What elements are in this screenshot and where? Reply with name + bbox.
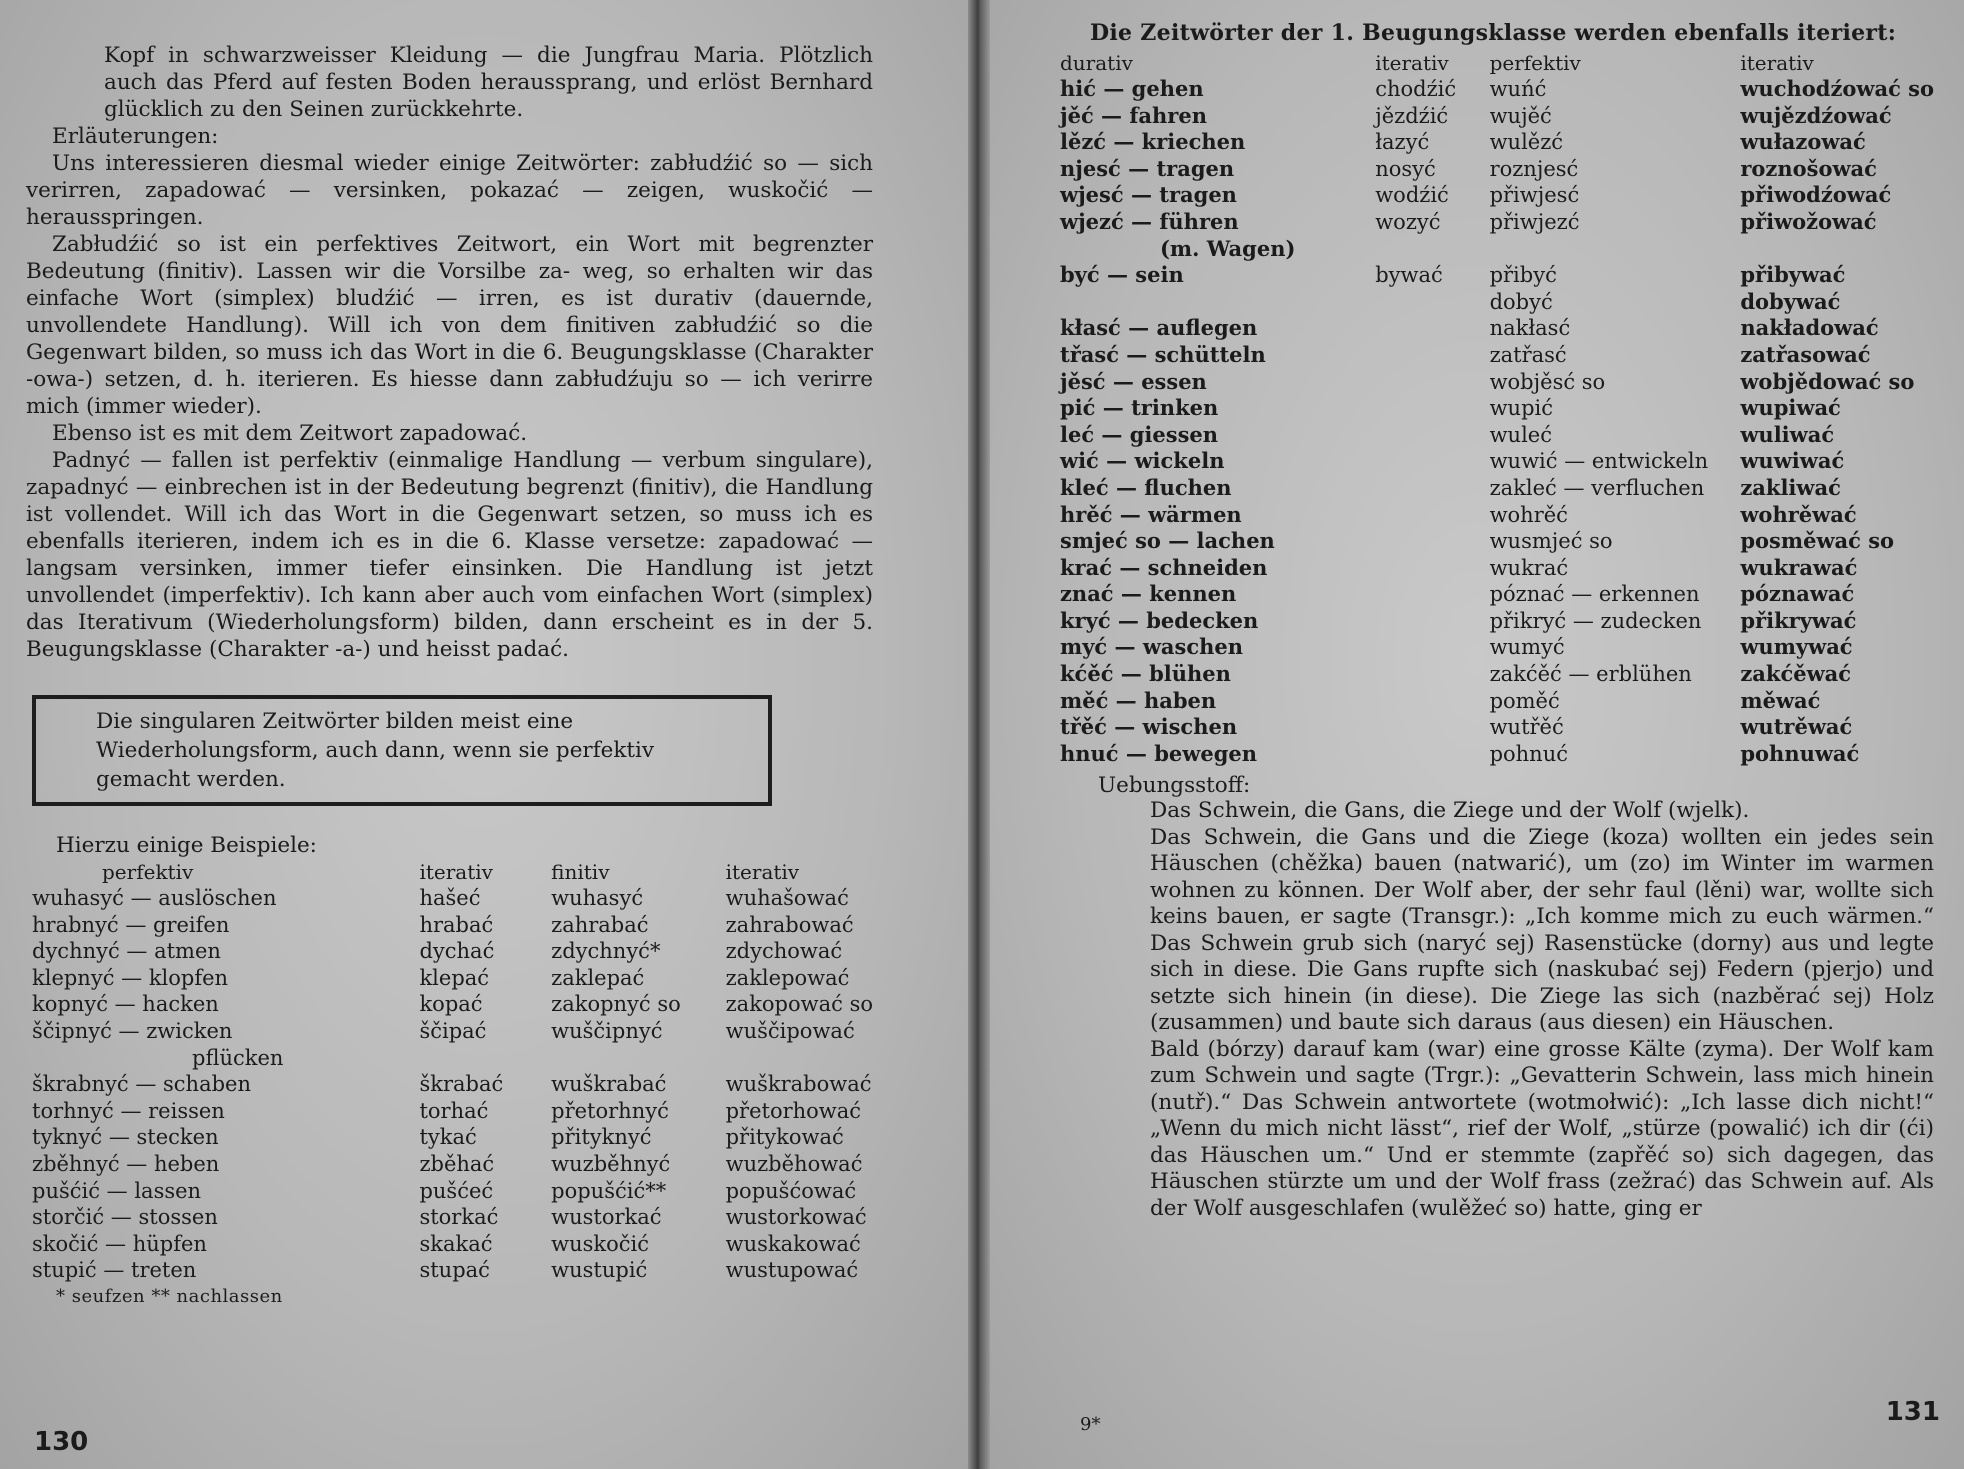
footnote: * seufzen ** nachlassen bbox=[56, 1285, 283, 1307]
cell: zakćěć — erblühen bbox=[1489, 662, 1692, 687]
story-title: Das Schwein, die Gans, die Ziege und der Wolf (wjelk). bbox=[1150, 798, 1750, 824]
cell: přikrywać bbox=[1740, 607, 1857, 633]
header-iterativ-2: iterativ bbox=[725, 860, 800, 884]
cell: nosyć bbox=[1375, 156, 1436, 181]
cell: přityknyć bbox=[551, 1125, 652, 1150]
cell: wuńć bbox=[1489, 77, 1547, 101]
cell: torhnyć — reissen bbox=[32, 1098, 225, 1123]
cell: přiwjesć bbox=[1489, 183, 1580, 208]
cell: jězdźić bbox=[1375, 103, 1449, 128]
table-row bbox=[1060, 395, 1934, 422]
cell: škrabnyć — schaben bbox=[32, 1072, 251, 1097]
cell: być — sein bbox=[1060, 262, 1184, 288]
header-perfektiv: perfektiv bbox=[1489, 51, 1581, 75]
cell: wukrawać bbox=[1740, 554, 1858, 580]
cell: hnuć — bewegen bbox=[1060, 740, 1258, 766]
left-prose bbox=[26, 42, 873, 663]
table-row bbox=[1060, 103, 1934, 130]
cell: wustupić bbox=[551, 1258, 648, 1283]
cell bbox=[1375, 236, 1489, 263]
cell: wobjěsć so bbox=[1489, 369, 1606, 394]
intro-paragraph: Kopf in schwarzweisser Kleidung — die Jungfrau Maria. Plötzlich auch das Pferd auf festen Boden heraussprang, und erlöst Bernhard glücklich zu den Seinen zurückkehrte. bbox=[104, 43, 873, 122]
cell: wuwić — entwickeln bbox=[1489, 449, 1709, 474]
cell: chodźić bbox=[1375, 77, 1457, 101]
table-row bbox=[1060, 608, 1934, 635]
cell: krać — schneiden bbox=[1060, 554, 1268, 580]
cell: přibyć bbox=[1489, 263, 1557, 288]
cell: třěć — wischen bbox=[1060, 714, 1238, 740]
cell bbox=[1375, 369, 1489, 396]
cell: pflücken bbox=[192, 1045, 284, 1070]
cell: měwać bbox=[1740, 687, 1821, 713]
paragraph-1: Uns interessieren diesmal wieder einige Zeitwörter: zabłudźić so — sich verirren, zapadować — versinken, pokazać — zeigen, wuskočić — herausspringen. bbox=[26, 151, 873, 230]
cell bbox=[1490, 236, 1741, 263]
table-row bbox=[32, 938, 873, 965]
header-perfektiv: perfektiv bbox=[102, 860, 194, 884]
cell: kleć — fluchen bbox=[1060, 474, 1232, 500]
cell: zakćěwać bbox=[1740, 661, 1852, 687]
table-row bbox=[1060, 714, 1934, 741]
cell: wuwiwać bbox=[1740, 448, 1845, 474]
story-paragraph-2: Bald (bórzy) darauf kam (war) eine grosse Kälte (zyma). Der Wolf kam zum Schwein und sagte (Trgr.): „Gevatterin Schwein, lass mich hinein (nutř).“ Das Schwein antwortete (wotmołwić): „Ich lasse dich nicht!“ „Wenn du mich nicht lässt“, rief der Wolf, „stürze (powalić) ich dir (ći) das Häuschen um.“ Und er stemmte (zapřěć so) sich dagegen, das Häuschen stürzte um und der Wolf frass (zežrać) das Schwein auf. Als der Wolf ausgeschlafen (wulěžeć so) hatte, ging er bbox=[1150, 1036, 1934, 1221]
rule-box: Die singularen Zeitwörter bilden meist eine Wiederholungsform, auch dann, wenn sie perfektiv gemacht werden. bbox=[32, 695, 772, 806]
table-row bbox=[1060, 262, 1934, 289]
paragraph-2: Zabłudźić so ist ein perfektives Zeitwort, ein Wort mit begrenzter Bedeutung (finitiv). Lassen wir die Vorsilbe za- weg, so erhalten wir das einfache Wort (simplex) bludźić — irren, es ist durativ (dauernde, unvollendete Handlung). Will ich von dem finitiven zabłudźić so die Gegenwart bilden, so muss ich das Wort in die 6. Beugungsklasse (Charakter -owa-) setzen, d. h. iterieren. Es hiesse dann zabłudźuju so — ich verirre mich (immer wieder). bbox=[26, 232, 873, 419]
cell bbox=[1375, 448, 1489, 475]
cell: wumywać bbox=[1740, 634, 1853, 660]
cell: jěsć — essen bbox=[1060, 368, 1207, 394]
left-verb-table bbox=[32, 859, 873, 1284]
cell: stupić — treten bbox=[32, 1258, 197, 1283]
table-row bbox=[1060, 688, 1934, 715]
table-row bbox=[1060, 182, 1934, 209]
paragraph-3: Ebenso ist es mit dem Zeitwort zapadować. bbox=[52, 421, 528, 446]
right-verb-table bbox=[1060, 50, 1934, 767]
cell bbox=[1375, 661, 1489, 688]
table-row bbox=[32, 1151, 873, 1178]
cell: wustupować bbox=[725, 1258, 859, 1283]
cell bbox=[1375, 714, 1489, 741]
examples-heading: Hierzu einige Beispiele: bbox=[56, 833, 317, 858]
cell: skakać bbox=[419, 1231, 493, 1256]
page-number-right: 131 bbox=[1885, 1397, 1940, 1427]
cell: popušćić** bbox=[551, 1178, 667, 1203]
cell bbox=[1375, 342, 1489, 369]
left-table-header bbox=[32, 859, 873, 885]
table-row bbox=[32, 1045, 873, 1072]
cell: přiwjezć bbox=[1489, 209, 1580, 234]
table-row bbox=[32, 1178, 873, 1205]
cell: přiwodźować bbox=[1740, 182, 1892, 208]
cell: wuščipować bbox=[725, 1018, 855, 1043]
cell: wuchodźować so bbox=[1740, 76, 1934, 101]
cell: kopać bbox=[419, 992, 483, 1017]
cell: skočić — hüpfen bbox=[32, 1231, 207, 1256]
table-row bbox=[1060, 741, 1934, 768]
cell: póznać — erkennen bbox=[1489, 582, 1700, 607]
right-page bbox=[990, 0, 1964, 1469]
cell: zakopnyć so bbox=[551, 992, 681, 1017]
cell: zakliwać bbox=[1740, 474, 1841, 500]
header-durativ: durativ bbox=[1060, 51, 1133, 75]
paragraph-4: Padnyć — fallen ist perfektiv (einmalige Handlung — verbum singulare), zapadnyć — einbrechen ist in der Bedeutung begrenzt (finitiv), die Handlung ist vollendet. Will ich das Wort in die Gegenwart setzen, so muss ich es ebenfalls iterieren, indem ich es in die 6. Klasse versetze: zapadować — langsam versinken, immer tiefer einsinken. Die Handlung ist jetzt unvollendet (imperfektiv). Ich kann aber auch vom einfachen Wort (simplex) das Iterativum (Wiederholungsform) bilden, dann erscheint es in der 5. Beugungsklasse (Charakter -a-) und heisst padać. bbox=[26, 448, 873, 662]
cell: lězć — kriechen bbox=[1060, 129, 1246, 155]
exercise-heading: Uebungsstoff: bbox=[1098, 773, 1251, 799]
cell bbox=[1375, 528, 1489, 555]
table-row bbox=[32, 1124, 873, 1151]
table-row bbox=[32, 1231, 873, 1258]
table-row bbox=[1060, 289, 1934, 316]
cell: njesć — tragen bbox=[1060, 155, 1235, 181]
header-iterativ: iterativ bbox=[419, 860, 493, 884]
cell: klepać bbox=[419, 965, 490, 990]
cell: zatřasować bbox=[1740, 341, 1871, 367]
table-row bbox=[1060, 236, 1934, 263]
page-number-left: 130 bbox=[34, 1427, 89, 1457]
cell: pohnuć bbox=[1489, 741, 1568, 766]
cell: nakładować bbox=[1740, 315, 1879, 341]
cell: nakłasć bbox=[1489, 316, 1571, 341]
cell: zakopować so bbox=[725, 992, 873, 1017]
cell: bywać bbox=[1375, 263, 1443, 288]
cell: smjeć so — lachen bbox=[1060, 528, 1275, 554]
book-gutter bbox=[968, 0, 990, 1469]
table-row bbox=[32, 885, 873, 912]
cell: (m. Wagen) bbox=[1160, 235, 1296, 261]
cell: pohnuwać bbox=[1740, 740, 1860, 766]
cell: wohrěć bbox=[1489, 502, 1568, 527]
cell: jěć — fahren bbox=[1060, 102, 1207, 128]
cell: storkać bbox=[419, 1205, 499, 1230]
cell: wuleć bbox=[1489, 422, 1552, 447]
cell: zaklepować bbox=[725, 965, 850, 990]
cell: přitykować bbox=[725, 1125, 844, 1150]
cell bbox=[1375, 475, 1489, 502]
cell: wułazować bbox=[1740, 129, 1866, 155]
cell: škrabać bbox=[419, 1072, 504, 1097]
table-row bbox=[32, 1018, 873, 1045]
cell: wuskakować bbox=[725, 1231, 861, 1256]
cell: posměwać so bbox=[1740, 528, 1895, 554]
cell: myć — waschen bbox=[1060, 634, 1244, 660]
cell: wodźić bbox=[1375, 183, 1449, 208]
cell: kćěć — blühen bbox=[1060, 661, 1231, 687]
table-row bbox=[1060, 448, 1934, 475]
cell: zahrabać bbox=[551, 912, 649, 937]
table-row bbox=[32, 912, 873, 939]
cell: ščipać bbox=[419, 1018, 487, 1043]
cell: leć — giessen bbox=[1060, 421, 1219, 447]
cell: wutrěwać bbox=[1740, 714, 1853, 740]
cell: wuščipnyć bbox=[551, 1018, 663, 1043]
cell: přibywać bbox=[1740, 262, 1846, 288]
cell bbox=[726, 1045, 873, 1072]
cell: poměć bbox=[1489, 688, 1560, 713]
explanations-heading: Erläuterungen: bbox=[52, 124, 219, 149]
cell: wozyć bbox=[1375, 209, 1441, 234]
cell: pušćić — lassen bbox=[32, 1178, 202, 1203]
table-row bbox=[1060, 315, 1934, 342]
cell: roznjesć bbox=[1489, 156, 1579, 181]
cell: zběhnyć — heben bbox=[32, 1151, 220, 1176]
table-row bbox=[1060, 634, 1934, 661]
cell: tykać bbox=[419, 1125, 477, 1150]
table-row bbox=[1060, 555, 1934, 582]
cell: klepnyć — klopfen bbox=[32, 965, 229, 990]
cell: hić — gehen bbox=[1060, 76, 1204, 101]
header-finitiv: finitiv bbox=[551, 860, 610, 884]
cell: wuškrabować bbox=[725, 1072, 872, 1097]
cell: popušćować bbox=[725, 1178, 857, 1203]
cell: dobyć bbox=[1489, 289, 1553, 314]
table-row bbox=[32, 1098, 873, 1125]
cell: zahrabować bbox=[725, 912, 854, 937]
cell: stupać bbox=[419, 1258, 490, 1283]
cell: hrabać bbox=[419, 912, 494, 937]
cell: wjesć — tragen bbox=[1060, 182, 1237, 208]
cell: wujězdźować bbox=[1740, 102, 1892, 128]
table-row bbox=[1060, 129, 1934, 156]
cell bbox=[1375, 688, 1489, 715]
cell bbox=[1375, 315, 1489, 342]
cell: znać — kennen bbox=[1060, 581, 1237, 607]
cell: wuhasyć — auslöschen bbox=[32, 886, 277, 910]
cell: wujěć bbox=[1489, 103, 1552, 128]
header-iterativ: iterativ bbox=[1375, 51, 1449, 75]
table-row bbox=[1060, 369, 1934, 396]
cell: hrěć — wärmen bbox=[1060, 501, 1242, 527]
cell: zdychnyć* bbox=[551, 939, 661, 964]
table-row bbox=[1060, 475, 1934, 502]
cell: wuhašować bbox=[725, 886, 849, 910]
cell bbox=[1375, 581, 1489, 608]
cell bbox=[1740, 236, 1934, 263]
table-row bbox=[1060, 156, 1934, 183]
cell: zakleć — verfluchen bbox=[1489, 475, 1705, 500]
cell: zběhać bbox=[419, 1151, 495, 1176]
table-row bbox=[1060, 209, 1934, 236]
table-row bbox=[1060, 76, 1934, 103]
table-row bbox=[32, 965, 873, 992]
cell: měć — haben bbox=[1060, 687, 1217, 713]
cell: tyknyć — stecken bbox=[32, 1125, 219, 1150]
cell bbox=[1375, 502, 1489, 529]
cell: torhać bbox=[419, 1098, 489, 1123]
cell: storčić — stossen bbox=[32, 1205, 218, 1230]
table-row bbox=[32, 991, 873, 1018]
left-page bbox=[0, 0, 968, 1469]
cell: kłasć — auflegen bbox=[1060, 315, 1258, 341]
cell bbox=[1375, 395, 1489, 422]
cell: hašeć bbox=[419, 886, 481, 910]
cell: wulězć bbox=[1489, 130, 1564, 155]
table-row bbox=[1060, 502, 1934, 529]
cell: wobjědować so bbox=[1740, 368, 1915, 394]
cell bbox=[1375, 422, 1489, 449]
cell: wuhasyć bbox=[551, 886, 644, 910]
cell: wupić bbox=[1489, 396, 1553, 421]
cell bbox=[551, 1045, 725, 1072]
cell: łazyć bbox=[1375, 130, 1430, 155]
table-row bbox=[1060, 528, 1934, 555]
story-paragraph-1: Das Schwein, die Gans und die Ziege (koza) wollten ein jedes sein Häuschen (chěžka) bauen (natwarić), um (zo) im Winter im warmen wohnen zu können. Der Wolf aber, der sehr faul (lěni) war, wollte sich keins bauen, er sagte (Transgr.): „Ich komme mich zu euch wärmen.“ Das Schwein grub sich (naryć sej) Rasenstücke (dorny) aus und legte sich in diese. Die Gans rupfte sich (naskubać sej) Federn (pjerjo) und setzte sich hinein (in diese). Die Ziege las sich (nazběrać sej) Holz (zusammen) und baute sich daraus (aus diesen) ein Häuschen. bbox=[1150, 824, 1934, 1036]
cell bbox=[1375, 289, 1489, 316]
cell: póznawać bbox=[1740, 581, 1855, 607]
cell bbox=[1375, 741, 1489, 768]
cell: wusmjeć so bbox=[1489, 529, 1613, 554]
cell: wuškrabać bbox=[551, 1072, 667, 1097]
table-row bbox=[32, 1071, 873, 1098]
cell: třasć — schütteln bbox=[1060, 341, 1266, 367]
cell: dychnyć — atmen bbox=[32, 939, 221, 964]
cell: kryć — bedecken bbox=[1060, 607, 1259, 633]
cell: wohrěwać bbox=[1740, 501, 1857, 527]
cell: dobywać bbox=[1740, 288, 1841, 314]
table-row bbox=[32, 1204, 873, 1231]
cell: dychać bbox=[419, 939, 495, 964]
cell: roznošować bbox=[1740, 155, 1877, 181]
table-row bbox=[1060, 342, 1934, 369]
cell: přikryć — zudecken bbox=[1489, 608, 1702, 633]
cell bbox=[1060, 289, 1375, 316]
cell: wuliwać bbox=[1740, 421, 1835, 447]
cell: wustorkować bbox=[725, 1205, 867, 1230]
right-heading: Die Zeitwörter der 1. Beugungsklasse werden ebenfalls iteriert: bbox=[1090, 20, 1897, 46]
cell: wić — wickeln bbox=[1060, 448, 1225, 474]
table-row bbox=[32, 1257, 873, 1284]
table-row bbox=[1060, 581, 1934, 608]
cell: wuskočić bbox=[551, 1231, 650, 1256]
cell bbox=[419, 1045, 551, 1072]
table-row bbox=[1060, 661, 1934, 688]
story bbox=[1060, 798, 1934, 1222]
cell: zatřasć bbox=[1489, 342, 1567, 367]
cell: wjezć — führen bbox=[1060, 208, 1239, 234]
cell bbox=[1375, 555, 1489, 582]
header-iterativ-2: iterativ bbox=[1740, 51, 1814, 75]
cell: přiwožować bbox=[1740, 208, 1877, 234]
cell: wutřěć bbox=[1489, 715, 1564, 740]
cell: wupiwać bbox=[1740, 395, 1841, 421]
cell: hrabnyć — greifen bbox=[32, 912, 230, 937]
cell: pušćeć bbox=[419, 1178, 494, 1203]
cell: wukrać bbox=[1489, 555, 1569, 580]
cell: wustorkać bbox=[551, 1205, 662, 1230]
cell: zaklepać bbox=[551, 965, 645, 990]
cell: wuzběhować bbox=[725, 1151, 863, 1176]
signature-mark: 9* bbox=[1080, 1414, 1101, 1435]
cell: pić — trinken bbox=[1060, 395, 1219, 421]
cell bbox=[1375, 608, 1489, 635]
cell: přetorhować bbox=[725, 1098, 862, 1123]
cell: ščipnyć — zwicken bbox=[32, 1018, 233, 1043]
cell: wuzběhnyć bbox=[551, 1151, 671, 1176]
cell: wumyć bbox=[1489, 635, 1565, 660]
cell: přetorhnyć bbox=[551, 1098, 669, 1123]
cell: kopnyć — hacken bbox=[32, 992, 219, 1017]
right-table-header bbox=[1060, 50, 1934, 76]
cell: zdychować bbox=[725, 939, 843, 964]
cell bbox=[1375, 634, 1489, 661]
table-row bbox=[1060, 422, 1934, 449]
